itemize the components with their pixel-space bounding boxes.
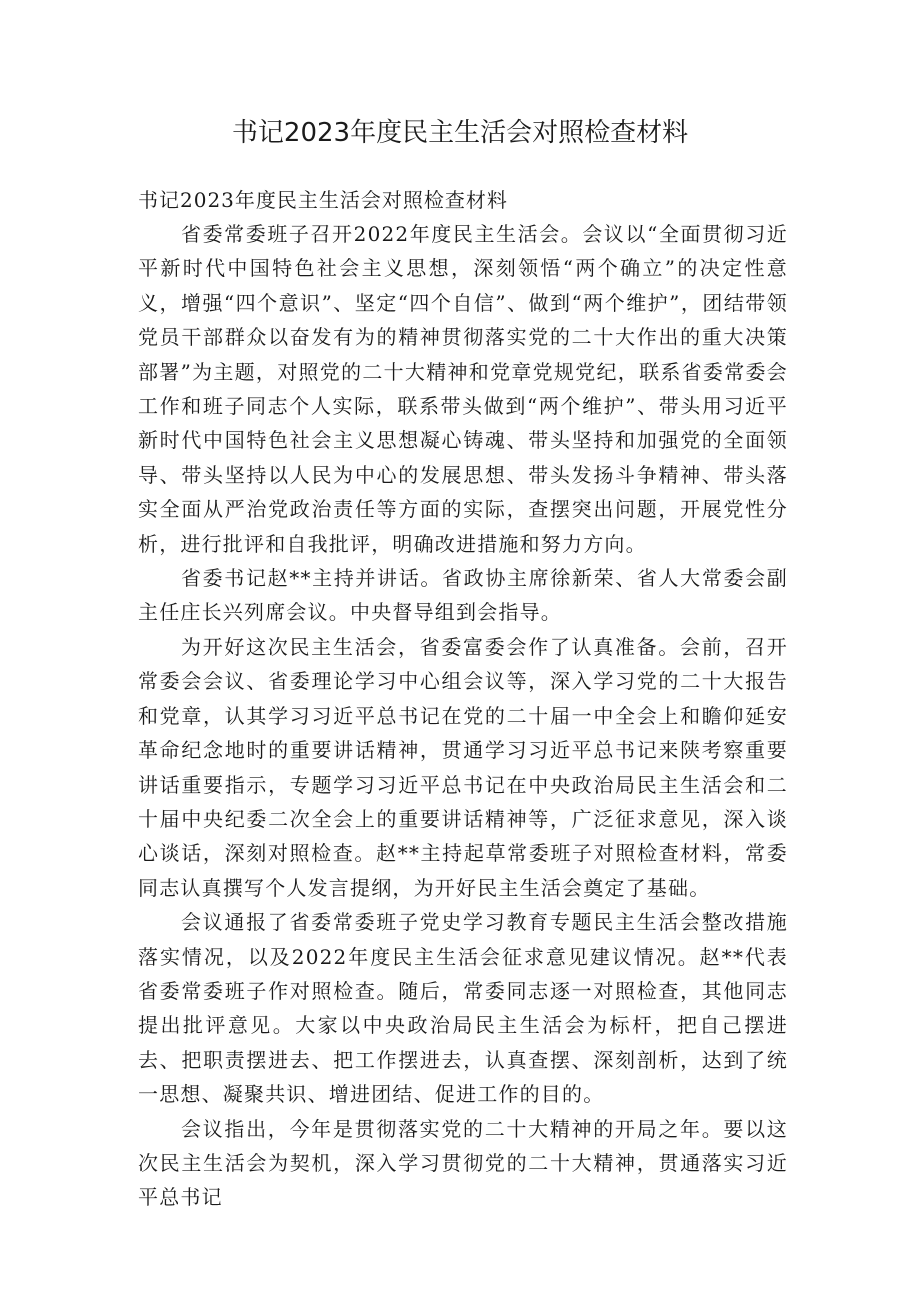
document-body — [138, 183, 788, 1215]
document-subtitle: 书记2023年度民主生活会对照检查材料 — [138, 188, 508, 212]
paragraph: 省委常委班子召开2022年度民主生活会。会议以“全面贯彻习近平新时代中国特色社会主义思想，深刻领悟“两个确立”的决定性意义，增强“四个意识”、坚定“四个自信”、做到“两个维护”，团结带领党员干部群众以奋发有为的精神贯彻落实党的二十大作出的重大决策部署”为主题，对照党的二十大精神和党章党规党纪，联系省委常委会工作和班子同志个人实际，联系带头做到“两个维护”、带头用习近平新时代中国特色社会主义思想凝心铸魂、带头坚持和加强党的全面领导、带头坚持以人民为中心的发展思想、带头发扬斗争精神、带头落实全面从严治党政治责任等方面的实际，查摆突出问题，开展党性分析，进行批评和自我批评，明确改进措施和努力方向。 — [138, 222, 788, 556]
paragraph: 省委书记赵**主持并讲话。省政协主席徐新荣、省人大常委会副主任庄长兴列席会议。中央督导组到会指导。 — [138, 566, 788, 625]
document-title: 书记2023年度民主生活会对照检查材料 — [231, 118, 689, 148]
paragraph: 为开好这次民主生活会，省委富委会作了认真准备。会前，召开常委会会议、省委理论学习中心组会议等，深入学习党的二十大报告和党章，认其学习习近平总书记在党的二十届一中全会上和瞻仰延安革命纪念地时的重要讲话精神，贯通学习习近平总书记来陕考察重要讲话重要指示，专题学习习近平总书记在中央政治局民主生活会和二十届中央纪委二次全会上的重要讲话精神等，广泛征求意见，深入谈心谈话，深刻对照检查。赵**主持起草常委班子对照检查材料，常委同志认真撰写个人发言提纲，为开好民主生活会奠定了基础。 — [138, 634, 788, 900]
paragraph: 会议通报了省委常委班子党史学习教育专题民主生活会整改措施落实情况，以及2022年度民主生活会征求意见建议情况。赵**代表省委常委班子作对照检查。随后，常委同志逐一对照检查，其他同志提出批评意见。大家以中央政治局民主生活会为标杆，把自己摆进去、把职责摆进去、把工作摆进去，认真查摆、深刻剖析，达到了统一思想、凝聚共识、增进团结、促进工作的目的。 — [138, 910, 788, 1107]
paragraph: 会议指出，今年是贯彻落实党的二十大精神的开局之年。要以这次民主生活会为契机，深入学习贯彻党的二十大精神，贯通落实习近平总书记 — [138, 1116, 788, 1210]
